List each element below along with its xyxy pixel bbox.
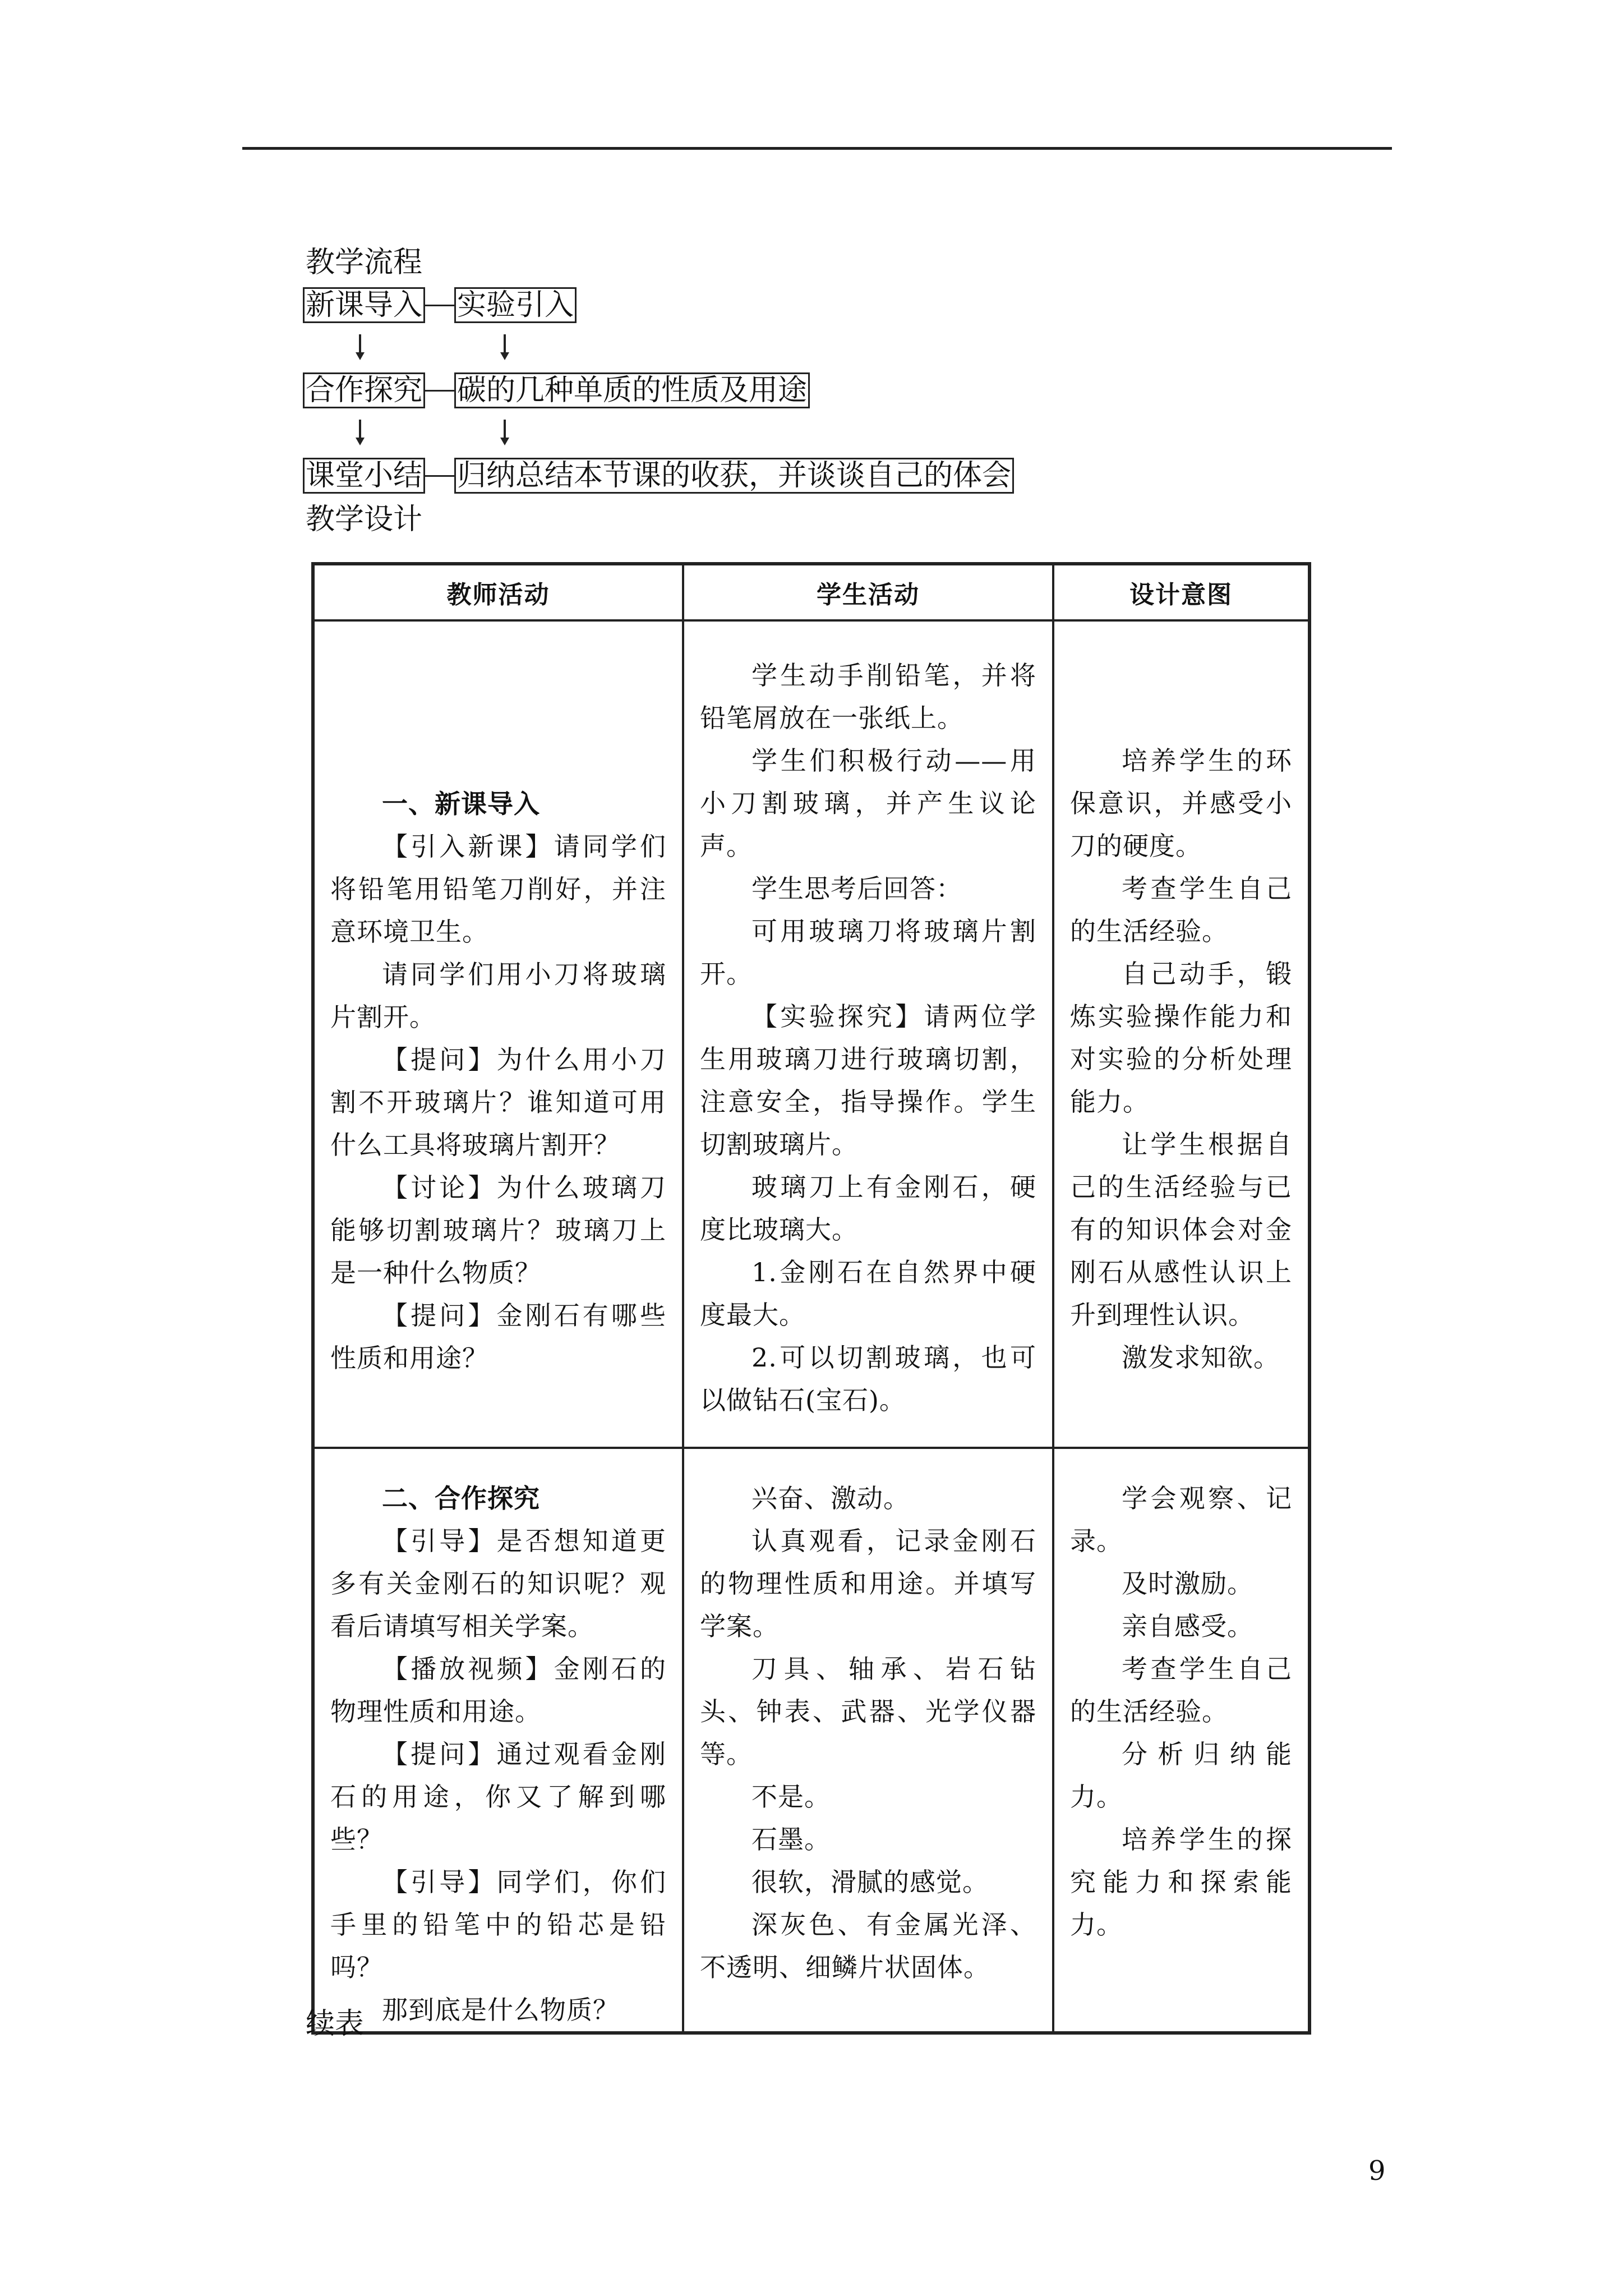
down-arrow-icon xyxy=(504,334,506,355)
down-arrow-icon xyxy=(504,420,506,440)
flow-box-carbon-properties: 碳的几种单质的性质及用途 xyxy=(454,372,810,408)
design-title: 教学设计 xyxy=(306,503,423,536)
intent-item: 亲自感受。 xyxy=(1122,1611,1253,1641)
student-step: 石墨。 xyxy=(751,1824,831,1855)
teacher-step: 【引导】是否想知道更多有关金刚石的知识呢？观看后请填写相关学案。 xyxy=(330,1526,666,1641)
intent-cell xyxy=(1053,620,1310,1448)
flow-box-cooperative-inquiry: 合作探究 xyxy=(303,372,425,408)
student-step: 刀具、轴承、岩石钻头、钟表、武器、光学仪器等。 xyxy=(700,1654,1036,1769)
intent-item: 让学生根据自己的生活经验与已有的知识体会对金刚石从感性认识上升到理性认识。 xyxy=(1070,1129,1292,1330)
continued-label: 续表 xyxy=(306,2007,365,2041)
down-arrow-icon xyxy=(359,420,361,440)
student-step: 可用玻璃刀将玻璃片割开。 xyxy=(700,916,1036,989)
student-cell xyxy=(683,620,1053,1448)
student-step: 学生思考后回答： xyxy=(751,873,962,904)
intent-cell xyxy=(1053,1448,1310,2033)
teacher-step: 【播放视频】金刚石的物理性质和用途。 xyxy=(330,1654,666,1727)
student-step: 深灰色、有金属光泽、不透明、细鳞片状固体。 xyxy=(700,1910,1036,1982)
student-step: 玻璃刀上有金刚石，硬度比玻璃大。 xyxy=(700,1172,1036,1245)
intent-item: 及时激励。 xyxy=(1122,1568,1253,1599)
intent-item: 培养学生的探究能力和探索能力。 xyxy=(1070,1824,1292,1940)
table-row xyxy=(313,1448,1310,2033)
header-design-intent: 设计意图 xyxy=(1053,564,1310,620)
student-cell xyxy=(683,1448,1053,2033)
teacher-cell xyxy=(313,620,683,1448)
teaching-design-table xyxy=(311,562,1311,2035)
student-step: 不是。 xyxy=(751,1782,831,1812)
student-step: 1.金刚石在自然界中硬度最大。 xyxy=(700,1257,1036,1330)
intent-item: 激发求知欲。 xyxy=(1122,1342,1280,1373)
intent-item: 考查学生自己的生活经验。 xyxy=(1070,1654,1292,1727)
teacher-step: 【提问】金刚石有哪些性质和用途？ xyxy=(330,1300,666,1373)
intent-item: 培养学生的环保意识，并感受小刀的硬度。 xyxy=(1070,746,1292,861)
flow-row-2 xyxy=(303,372,810,408)
stage-heading: 二、合作探究 xyxy=(382,1483,540,1513)
student-step: 学生动手削铅笔，并将铅笔屑放在一张纸上。 xyxy=(700,660,1036,733)
student-step: 【实验探究】请两位学生用玻璃刀进行玻璃切割，注意安全，指导操作。学生切割玻璃片。 xyxy=(700,1001,1036,1159)
teacher-step: 【引入新课】请同学们将铅笔用铅笔刀削好，并注意环境卫生。 xyxy=(330,831,666,947)
header-student-activity: 学生活动 xyxy=(683,564,1053,620)
intent-item: 自己动手，锻炼实验操作能力和对实验的分析处理能力。 xyxy=(1070,959,1292,1117)
flow-row-3 xyxy=(303,458,1014,494)
student-step: 兴奋、激动。 xyxy=(751,1483,910,1513)
table-row xyxy=(313,620,1310,1448)
teacher-step: 请同学们用小刀将玻璃片割开。 xyxy=(330,959,666,1032)
teacher-step: 那到底是什么物质？ xyxy=(382,1995,619,2025)
table-header-row xyxy=(313,564,1310,620)
flow-row-1 xyxy=(303,287,577,323)
down-arrow-icon xyxy=(359,334,361,355)
intent-item: 学会观察、记录。 xyxy=(1070,1483,1292,1556)
student-step: 2.可以切割玻璃，也可以做钻石(宝石)。 xyxy=(700,1342,1036,1415)
header-teacher-activity: 教师活动 xyxy=(313,564,683,620)
flow-title: 教学流程 xyxy=(306,246,423,279)
flow-connector xyxy=(424,390,455,392)
flow-connector xyxy=(424,475,455,477)
teacher-step: 【提问】通过观看金刚石的用途，你又了解到哪些？ xyxy=(330,1739,666,1855)
student-step: 很软，滑腻的感觉。 xyxy=(751,1867,989,1897)
stage-heading: 一、新课导入 xyxy=(382,789,540,819)
header-rule xyxy=(242,147,1392,150)
teacher-step: 【引导】同学们，你们手里的铅笔中的铅芯是铅吗？ xyxy=(330,1867,666,1982)
flow-box-experiment-intro: 实验引入 xyxy=(454,287,577,323)
student-step: 学生们积极行动——用小刀割玻璃，并产生议论声。 xyxy=(700,746,1036,861)
flow-connector xyxy=(424,305,455,306)
teacher-step: 【讨论】为什么玻璃刀能够切割玻璃片？玻璃刀上是一种什么物质？ xyxy=(330,1172,666,1288)
page-number: 9 xyxy=(1368,2155,1386,2187)
flow-box-summary-detail: 归纳总结本节课的收获，并谈谈自己的体会 xyxy=(454,458,1014,494)
intent-item: 分析归纳能力。 xyxy=(1070,1739,1292,1812)
teacher-cell xyxy=(313,1448,683,2033)
teacher-step: 【提问】为什么用小刀割不开玻璃片？谁知道可用什么工具将玻璃片割开？ xyxy=(330,1045,666,1160)
flow-box-new-lesson: 新课导入 xyxy=(303,287,425,323)
intent-item: 考查学生自己的生活经验。 xyxy=(1070,873,1292,946)
student-step: 认真观看，记录金刚石的物理性质和用途。并填写学案。 xyxy=(700,1526,1036,1641)
flow-box-summary: 课堂小结 xyxy=(303,458,425,494)
